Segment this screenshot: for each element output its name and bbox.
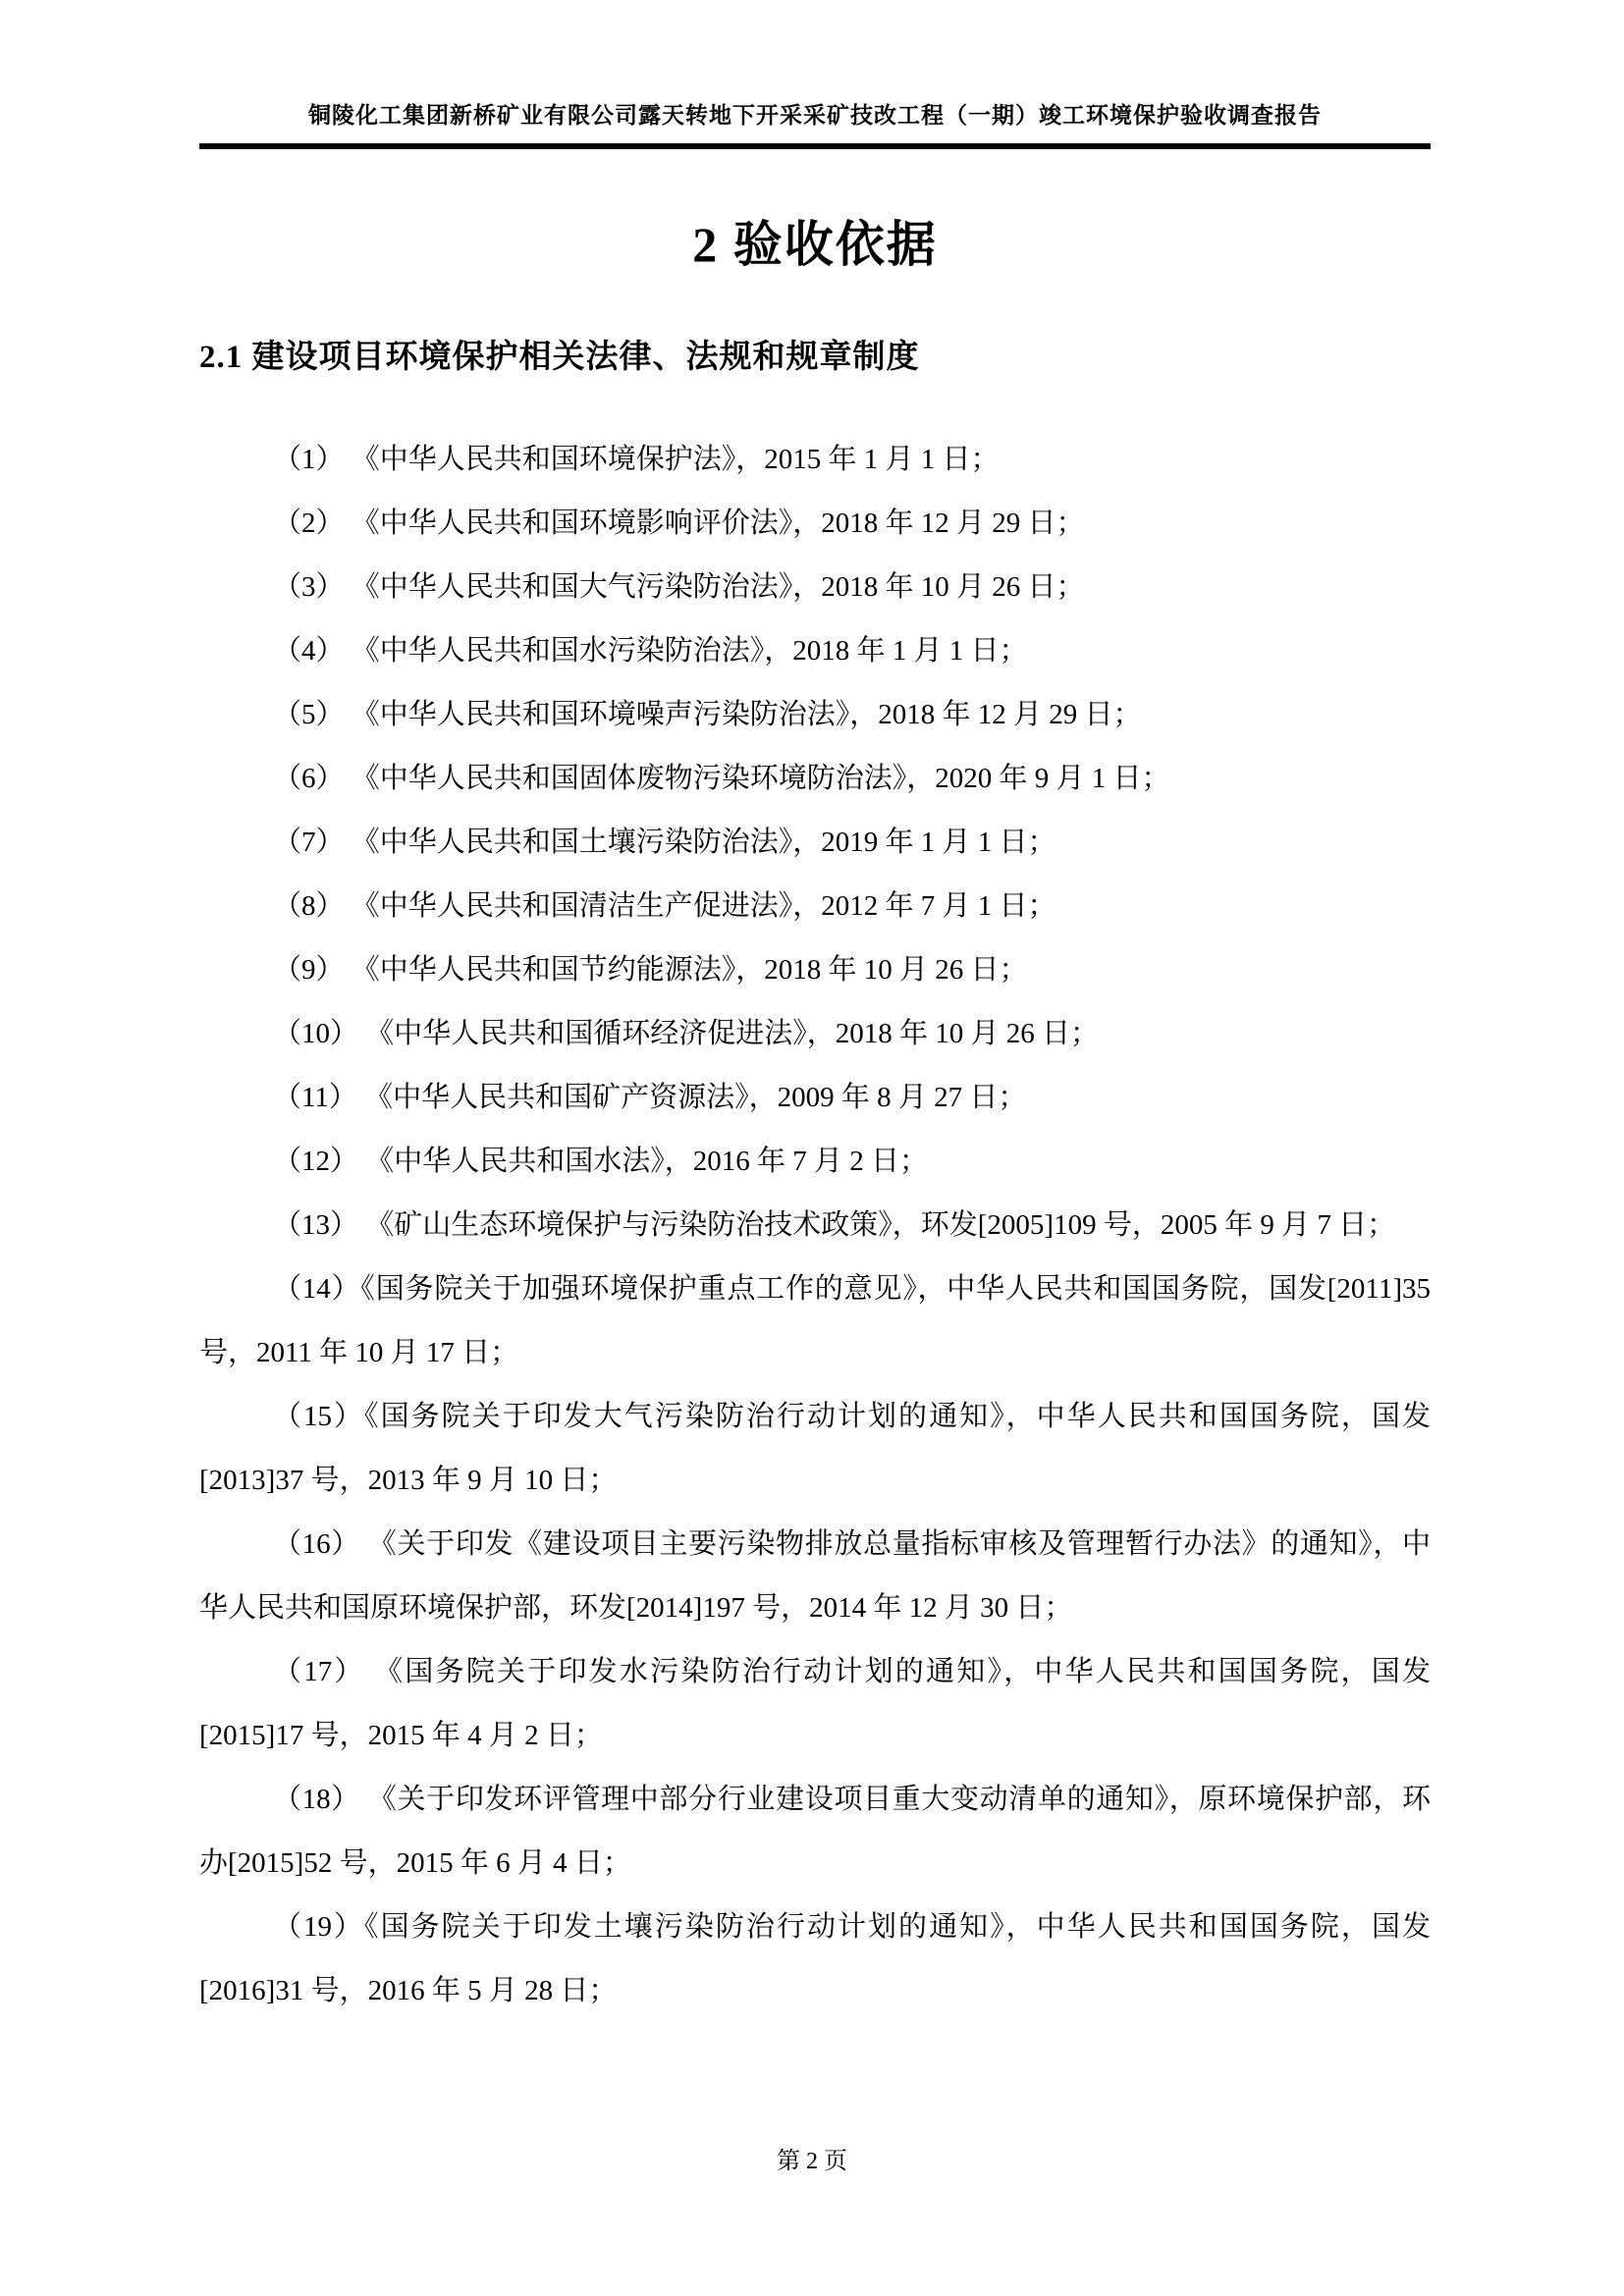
list-item-19: （19）《国务院关于印发土壤污染防治行动计划的通知》，中华人民共和国国务院，国发[2016]31 号，2016 年 5 月 28 日； <box>199 1911 1431 2006</box>
chapter-title: 2 验收依据 <box>692 217 938 272</box>
page-footer <box>0 2146 1624 2177</box>
list-item-2: （2） 《中华人民共和国环境影响评价法》，2018 年 12 月 29 日； <box>273 507 1085 539</box>
list-item-9: （9） 《中华人民共和国节约能源法》，2018 年 10 月 26 日； <box>273 954 1028 986</box>
list-item-1: （1） 《中华人民共和国环境保护法》，2015 年 1 月 1 日； <box>273 444 1000 475</box>
list-item-3: （3） 《中华人民共和国大气污染防治法》，2018 年 10 月 26 日； <box>273 571 1085 603</box>
section-heading: 2.1 建设项目环境保护相关法律、法规和规章制度 <box>199 340 920 375</box>
list-item-12: （12） 《中华人民共和国水法》，2016 年 7 月 2 日； <box>273 1146 929 1177</box>
list-item-17: （17） 《国务院关于印发水污染防治行动计划的通知》，中华人民共和国国务院，国发[2015]17 号，2015 年 4 月 2 日； <box>199 1656 1431 1751</box>
list-item-13: （13） 《矿山生态环境保护与污染防治技术政策》，环发[2005]109 号，2005 年 9 月 7 日； <box>273 1209 1396 1241</box>
list-item-8: （8） 《中华人民共和国清洁生产促进法》，2012 年 7 月 1 日； <box>273 890 1056 922</box>
list-item-11: （11） 《中华人民共和国矿产资源法》，2009 年 8 月 27 日； <box>273 1082 1027 1113</box>
list-item-16: （16） 《关于印发《建设项目主要污染物排放总量指标审核及管理暂行办法》的通知》，中华人民共和国原环境保护部，环发[2014]197 号，2014 年 12 月 30 日； <box>199 1528 1431 1624</box>
page-header <box>199 0 1431 149</box>
list-item-10: （10） 《中华人民共和国循环经济促进法》，2018 年 10 月 26 日； <box>273 1018 1100 1049</box>
list-item-7: （7） 《中华人民共和国土壤污染防治法》，2019 年 1 月 1 日； <box>273 827 1056 858</box>
list-item-14: （14）《国务院关于加强环境保护重点工作的意见》，中华人民共和国国务院，国发[2011]35 号，2011 年 10 月 17 日； <box>199 1273 1431 1368</box>
header-divider <box>199 143 1431 149</box>
list-item-18: （18） 《关于印发环评管理中部分行业建设项目重大变动清单的通知》，原环境保护部，环办[2015]52 号，2015 年 6 月 4 日； <box>199 1784 1431 1879</box>
regulation-list <box>199 428 1431 2023</box>
list-item-5: （5） 《中华人民共和国环境噪声污染防治法》，2018 年 12 月 29 日； <box>273 699 1142 730</box>
list-item-6: （6） 《中华人民共和国固体废物污染环境防治法》，2020 年 9 月 1 日； <box>273 763 1170 794</box>
running-header-title: 铜陵化工集团新桥矿业有限公司露天转地下开采采矿技改工程（一期）竣工环境保护验收调查报告 <box>308 103 1322 128</box>
list-item-15: （15）《国务院关于印发大气污染防治行动计划的通知》，中华人民共和国国务院，国发[2013]37 号，2013 年 9 月 10 日； <box>199 1401 1431 1496</box>
list-item-4: （4） 《中华人民共和国水污染防治法》，2018 年 1 月 1 日； <box>273 635 1028 667</box>
page-number: 第 2 页 <box>777 2149 847 2174</box>
